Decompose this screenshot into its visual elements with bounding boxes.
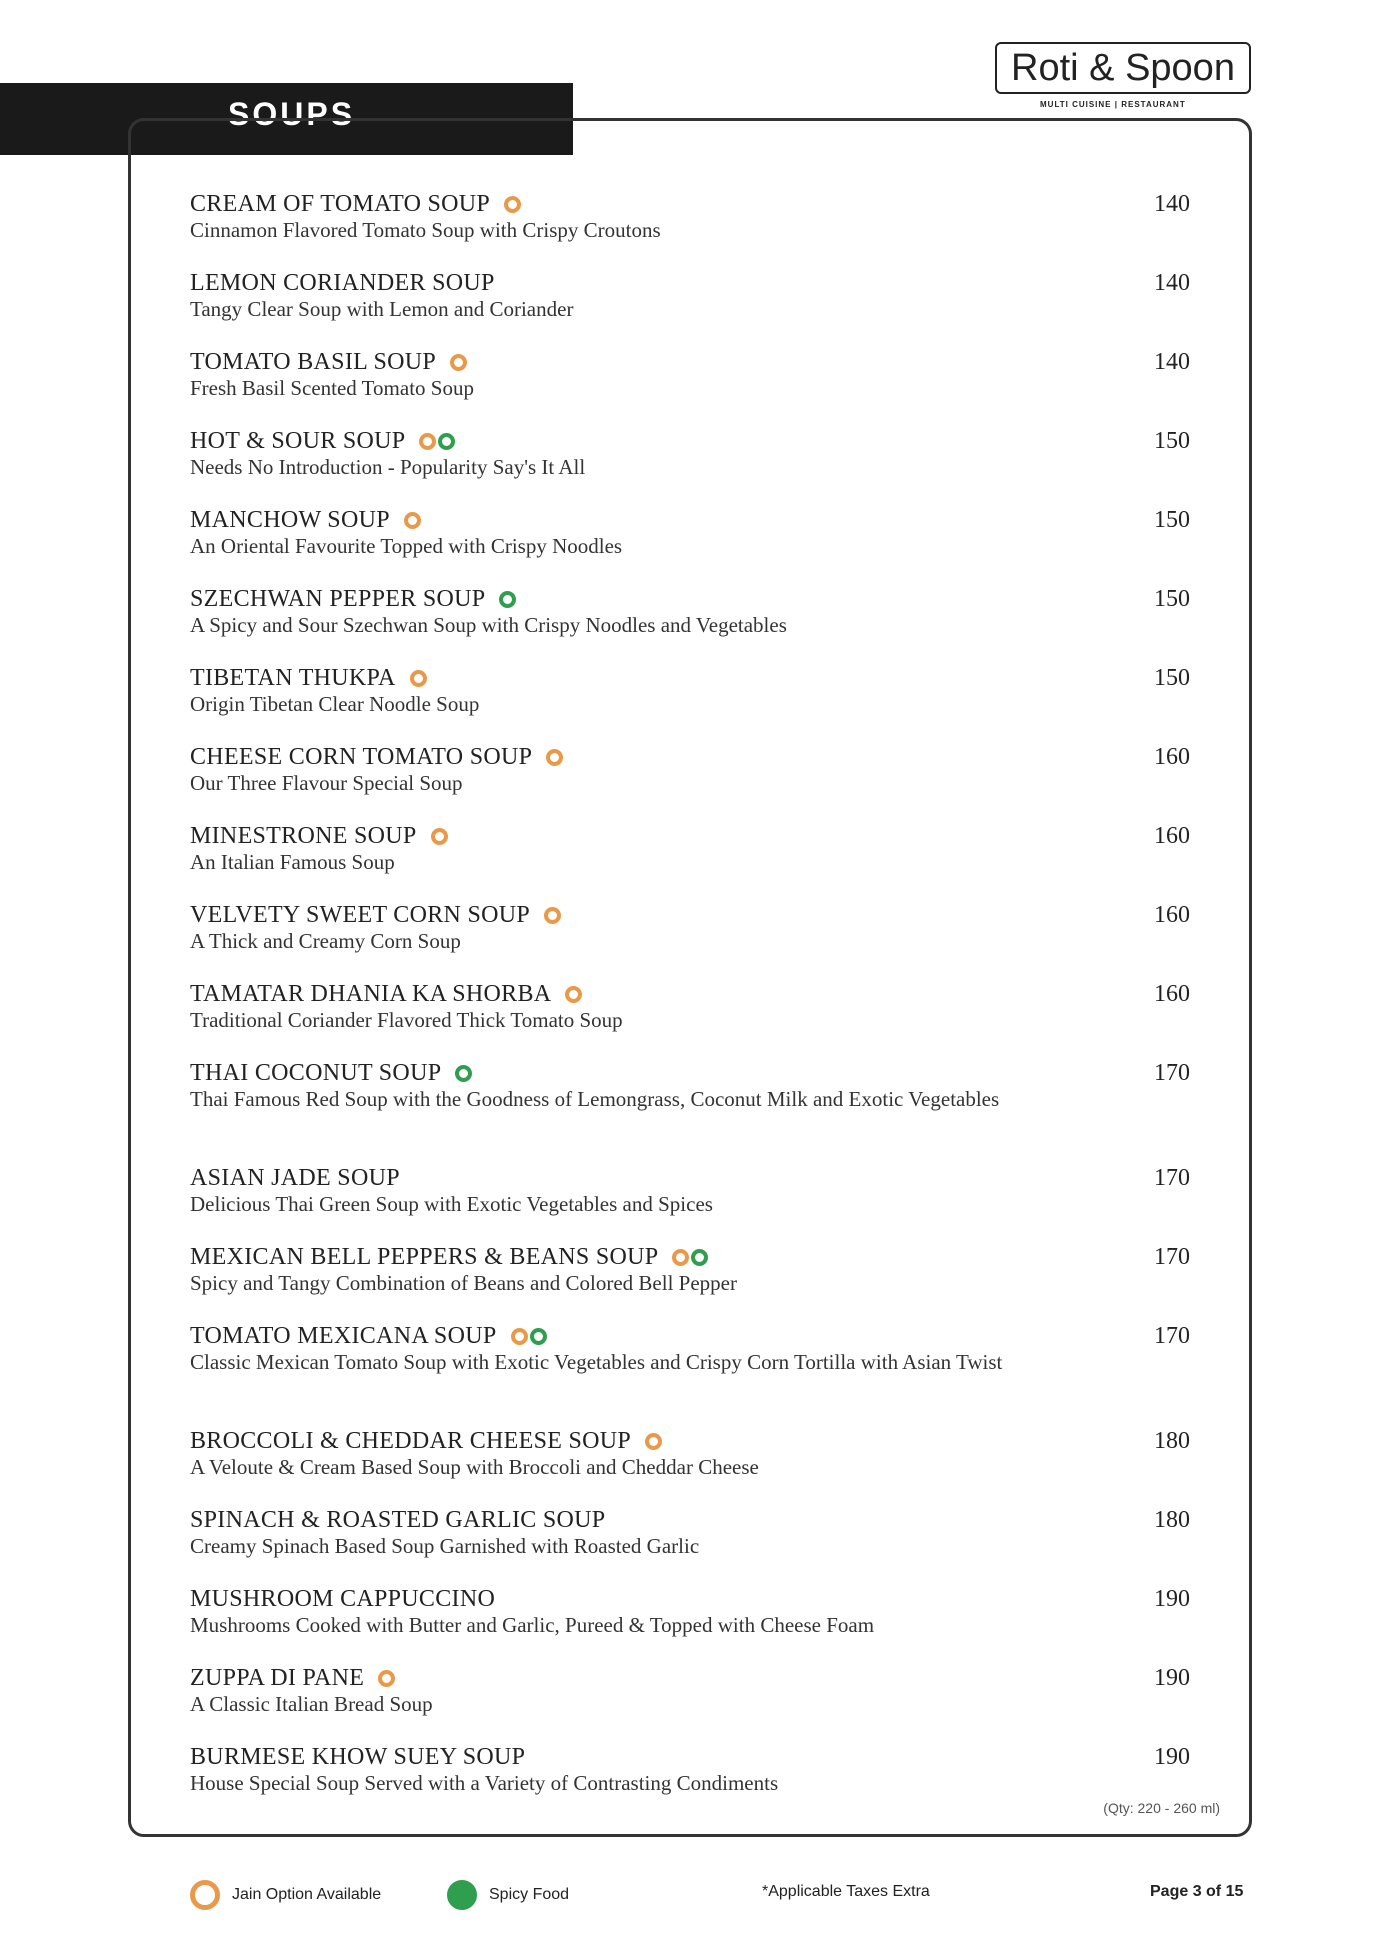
- menu-item: [190, 269, 1200, 322]
- menu-item-description: Thai Famous Red Soup with the Goodness of Lemongrass, Coconut Milk and Exotic Vegetables: [190, 1087, 1000, 1111]
- menu-item-price: 160: [1154, 902, 1190, 928]
- quantity-note: (Qty: 220 - 260 ml): [1103, 1800, 1220, 1816]
- menu-item-name: MUSHROOM CAPPUCCINO: [190, 1586, 496, 1612]
- menu-item-description: A Spicy and Sour Szechwan Soup with Crispy Noodles and Vegetables: [190, 613, 787, 637]
- menu-item-description: Traditional Coriander Flavored Thick Tomato Soup: [190, 1008, 623, 1032]
- menu-item-description: Classic Mexican Tomato Soup with Exotic Vegetables and Crispy Corn Tortilla with Asian Twist: [190, 1350, 1003, 1374]
- menu-item: [190, 1585, 1200, 1638]
- jain-option-icon: [504, 196, 521, 213]
- legend-jain-label: Jain Option Available: [232, 1886, 382, 1903]
- menu-item-description: Needs No Introduction - Popularity Say's It All: [190, 455, 586, 479]
- menu-item-badges: [410, 669, 429, 687]
- jain-option-icon: [378, 1670, 395, 1687]
- menu-item-price: 180: [1154, 1428, 1190, 1454]
- jain-option-icon: [511, 1328, 528, 1345]
- menu-item-name: MINESTRONE SOUP: [190, 823, 417, 849]
- menu-item-badges: [499, 590, 518, 608]
- menu-item-description: A Thick and Creamy Corn Soup: [190, 929, 461, 953]
- menu-item-badges: [450, 353, 469, 371]
- jain-option-icon: [645, 1433, 662, 1450]
- menu-item: [190, 427, 1200, 480]
- legend-spicy-label: Spicy Food: [489, 1886, 570, 1903]
- menu-item-name: ZUPPA DI PANE: [190, 1665, 365, 1691]
- menu-item-name: TOMATO MEXICANA SOUP: [190, 1323, 497, 1349]
- spicy-food-icon: [691, 1249, 708, 1266]
- menu-item: [190, 1243, 1200, 1296]
- menu-item: [190, 348, 1200, 401]
- menu-item-name: TIBETAN THUKPA: [190, 665, 396, 691]
- menu-item-name: CREAM OF TOMATO SOUP: [190, 191, 491, 217]
- menu-item-name: SPINACH & ROASTED GARLIC SOUP: [190, 1507, 606, 1533]
- legend-spicy: [447, 1880, 569, 1910]
- menu-item: [190, 1664, 1200, 1717]
- menu-item-name: TOMATO BASIL SOUP: [190, 349, 437, 375]
- menu-item-badges: [378, 1669, 397, 1687]
- menu-item: [190, 1743, 1200, 1796]
- menu-item: [190, 901, 1200, 954]
- logo-text: Roti & Spoon: [995, 42, 1251, 94]
- menu-item-description: Delicious Thai Green Soup with Exotic Vegetables and Spices: [190, 1192, 713, 1216]
- menu-item-price: 170: [1154, 1323, 1190, 1349]
- menu-item-badges: [511, 1327, 549, 1345]
- page-number: Page 3 of 15: [1150, 1883, 1244, 1900]
- menu-item-price: 160: [1154, 744, 1190, 770]
- menu-item-description: A Classic Italian Bread Soup: [190, 1692, 433, 1716]
- menu-item-name: VELVETY SWEET CORN SOUP: [190, 902, 531, 928]
- menu-item-name: THAI COCONUT SOUP: [190, 1060, 442, 1086]
- menu-item-description: A Veloute & Cream Based Soup with Broccoli and Cheddar Cheese: [190, 1455, 759, 1479]
- menu-item-description: Creamy Spinach Based Soup Garnished with Roasted Garlic: [190, 1534, 700, 1558]
- jain-option-icon: [565, 986, 582, 1003]
- menu-item: [190, 1059, 1200, 1112]
- menu-item: [190, 822, 1200, 875]
- menu-item-name: CHEESE CORN TOMATO SOUP: [190, 744, 533, 770]
- menu-item-price: 190: [1154, 1665, 1190, 1691]
- menu-item-name: BROCCOLI & CHEDDAR CHEESE SOUP: [190, 1428, 632, 1454]
- menu-item-price: 140: [1154, 349, 1190, 375]
- menu-item: [190, 664, 1200, 717]
- menu-item-badges: [544, 906, 563, 924]
- jain-option-icon: [419, 433, 436, 450]
- menu-item: [190, 1164, 1200, 1217]
- jain-option-icon: [410, 670, 427, 687]
- menu-item-price: 150: [1154, 428, 1190, 454]
- menu-item-price: 160: [1154, 981, 1190, 1007]
- menu-item-name: BURMESE KHOW SUEY SOUP: [190, 1744, 526, 1770]
- menu-item-badges: [404, 511, 423, 529]
- legend-jain: [190, 1880, 381, 1910]
- menu-item-price: 180: [1154, 1507, 1190, 1533]
- menu-item-badges: [431, 827, 450, 845]
- jain-option-icon: [190, 1880, 220, 1910]
- menu-item-price: 140: [1154, 191, 1190, 217]
- menu-item: [190, 190, 1200, 243]
- menu-item-name: SZECHWAN PEPPER SOUP: [190, 586, 486, 612]
- menu-item-price: 150: [1154, 507, 1190, 533]
- menu-item-price: 170: [1154, 1244, 1190, 1270]
- jain-option-icon: [546, 749, 563, 766]
- menu-item-description: Cinnamon Flavored Tomato Soup with Crispy Croutons: [190, 218, 661, 242]
- menu-item-name: MEXICAN BELL PEPPERS & BEANS SOUP: [190, 1244, 659, 1270]
- menu-item-price: 140: [1154, 270, 1190, 296]
- menu-item-price: 190: [1154, 1744, 1190, 1770]
- menu-item-badges: [672, 1248, 710, 1266]
- footer: [0, 1880, 1375, 1910]
- jain-option-icon: [431, 828, 448, 845]
- menu-item-badges: [565, 985, 584, 1003]
- menu-item-description: An Oriental Favourite Topped with Crispy Noodles: [190, 534, 623, 558]
- menu-item: [190, 1506, 1200, 1559]
- menu-item-price: 170: [1154, 1060, 1190, 1086]
- menu-item: [190, 585, 1200, 638]
- menu-item-description: Fresh Basil Scented Tomato Soup: [190, 376, 474, 400]
- menu-item-description: An Italian Famous Soup: [190, 850, 395, 874]
- menu-item: [190, 1427, 1200, 1480]
- menu-item-description: Mushrooms Cooked with Butter and Garlic, Pureed & Topped with Cheese Foam: [190, 1613, 875, 1637]
- menu-item-badges: [645, 1432, 664, 1450]
- logo-tagline: MULTI CUISINE | RESTAURANT: [1040, 100, 1186, 109]
- spicy-food-icon: [447, 1880, 477, 1910]
- menu-item-badges: [419, 432, 457, 450]
- spicy-food-icon: [499, 591, 516, 608]
- menu-item-price: 150: [1154, 586, 1190, 612]
- menu-item-name: TAMATAR DHANIA KA SHORBA: [190, 981, 552, 1007]
- menu-item: [190, 506, 1200, 559]
- menu-item-badges: [455, 1064, 474, 1082]
- restaurant-logo: [995, 42, 1253, 112]
- menu-item-price: 160: [1154, 823, 1190, 849]
- menu-item-price: 150: [1154, 665, 1190, 691]
- jain-option-icon: [672, 1249, 689, 1266]
- spicy-food-icon: [530, 1328, 547, 1345]
- menu-item: [190, 980, 1200, 1033]
- menu-item: [190, 1322, 1200, 1375]
- jain-option-icon: [404, 512, 421, 529]
- menu-item-name: ASIAN JADE SOUP: [190, 1165, 400, 1191]
- menu-item-name: HOT & SOUR SOUP: [190, 428, 406, 454]
- menu-item: [190, 743, 1200, 796]
- menu-item-price: 190: [1154, 1586, 1190, 1612]
- section-title: SOUPS: [228, 96, 356, 132]
- menu-item-price: 170: [1154, 1165, 1190, 1191]
- taxes-note: *Applicable Taxes Extra: [762, 1883, 930, 1900]
- menu-item-name: LEMON CORIANDER SOUP: [190, 270, 495, 296]
- menu-item-description: Spicy and Tangy Combination of Beans and Colored Bell Pepper: [190, 1271, 737, 1295]
- jain-option-icon: [450, 354, 467, 371]
- spicy-food-icon: [455, 1065, 472, 1082]
- menu-item-badges: [504, 195, 523, 213]
- menu-item-description: House Special Soup Served with a Variety of Contrasting Condiments: [190, 1771, 779, 1795]
- spicy-food-icon: [438, 433, 455, 450]
- menu-item-description: Tangy Clear Soup with Lemon and Coriander: [190, 297, 574, 321]
- jain-option-icon: [544, 907, 561, 924]
- menu-item-description: Our Three Flavour Special Soup: [190, 771, 463, 795]
- menu-item-description: Origin Tibetan Clear Noodle Soup: [190, 692, 480, 716]
- menu-item-badges: [546, 748, 565, 766]
- menu-item-name: MANCHOW SOUP: [190, 507, 390, 533]
